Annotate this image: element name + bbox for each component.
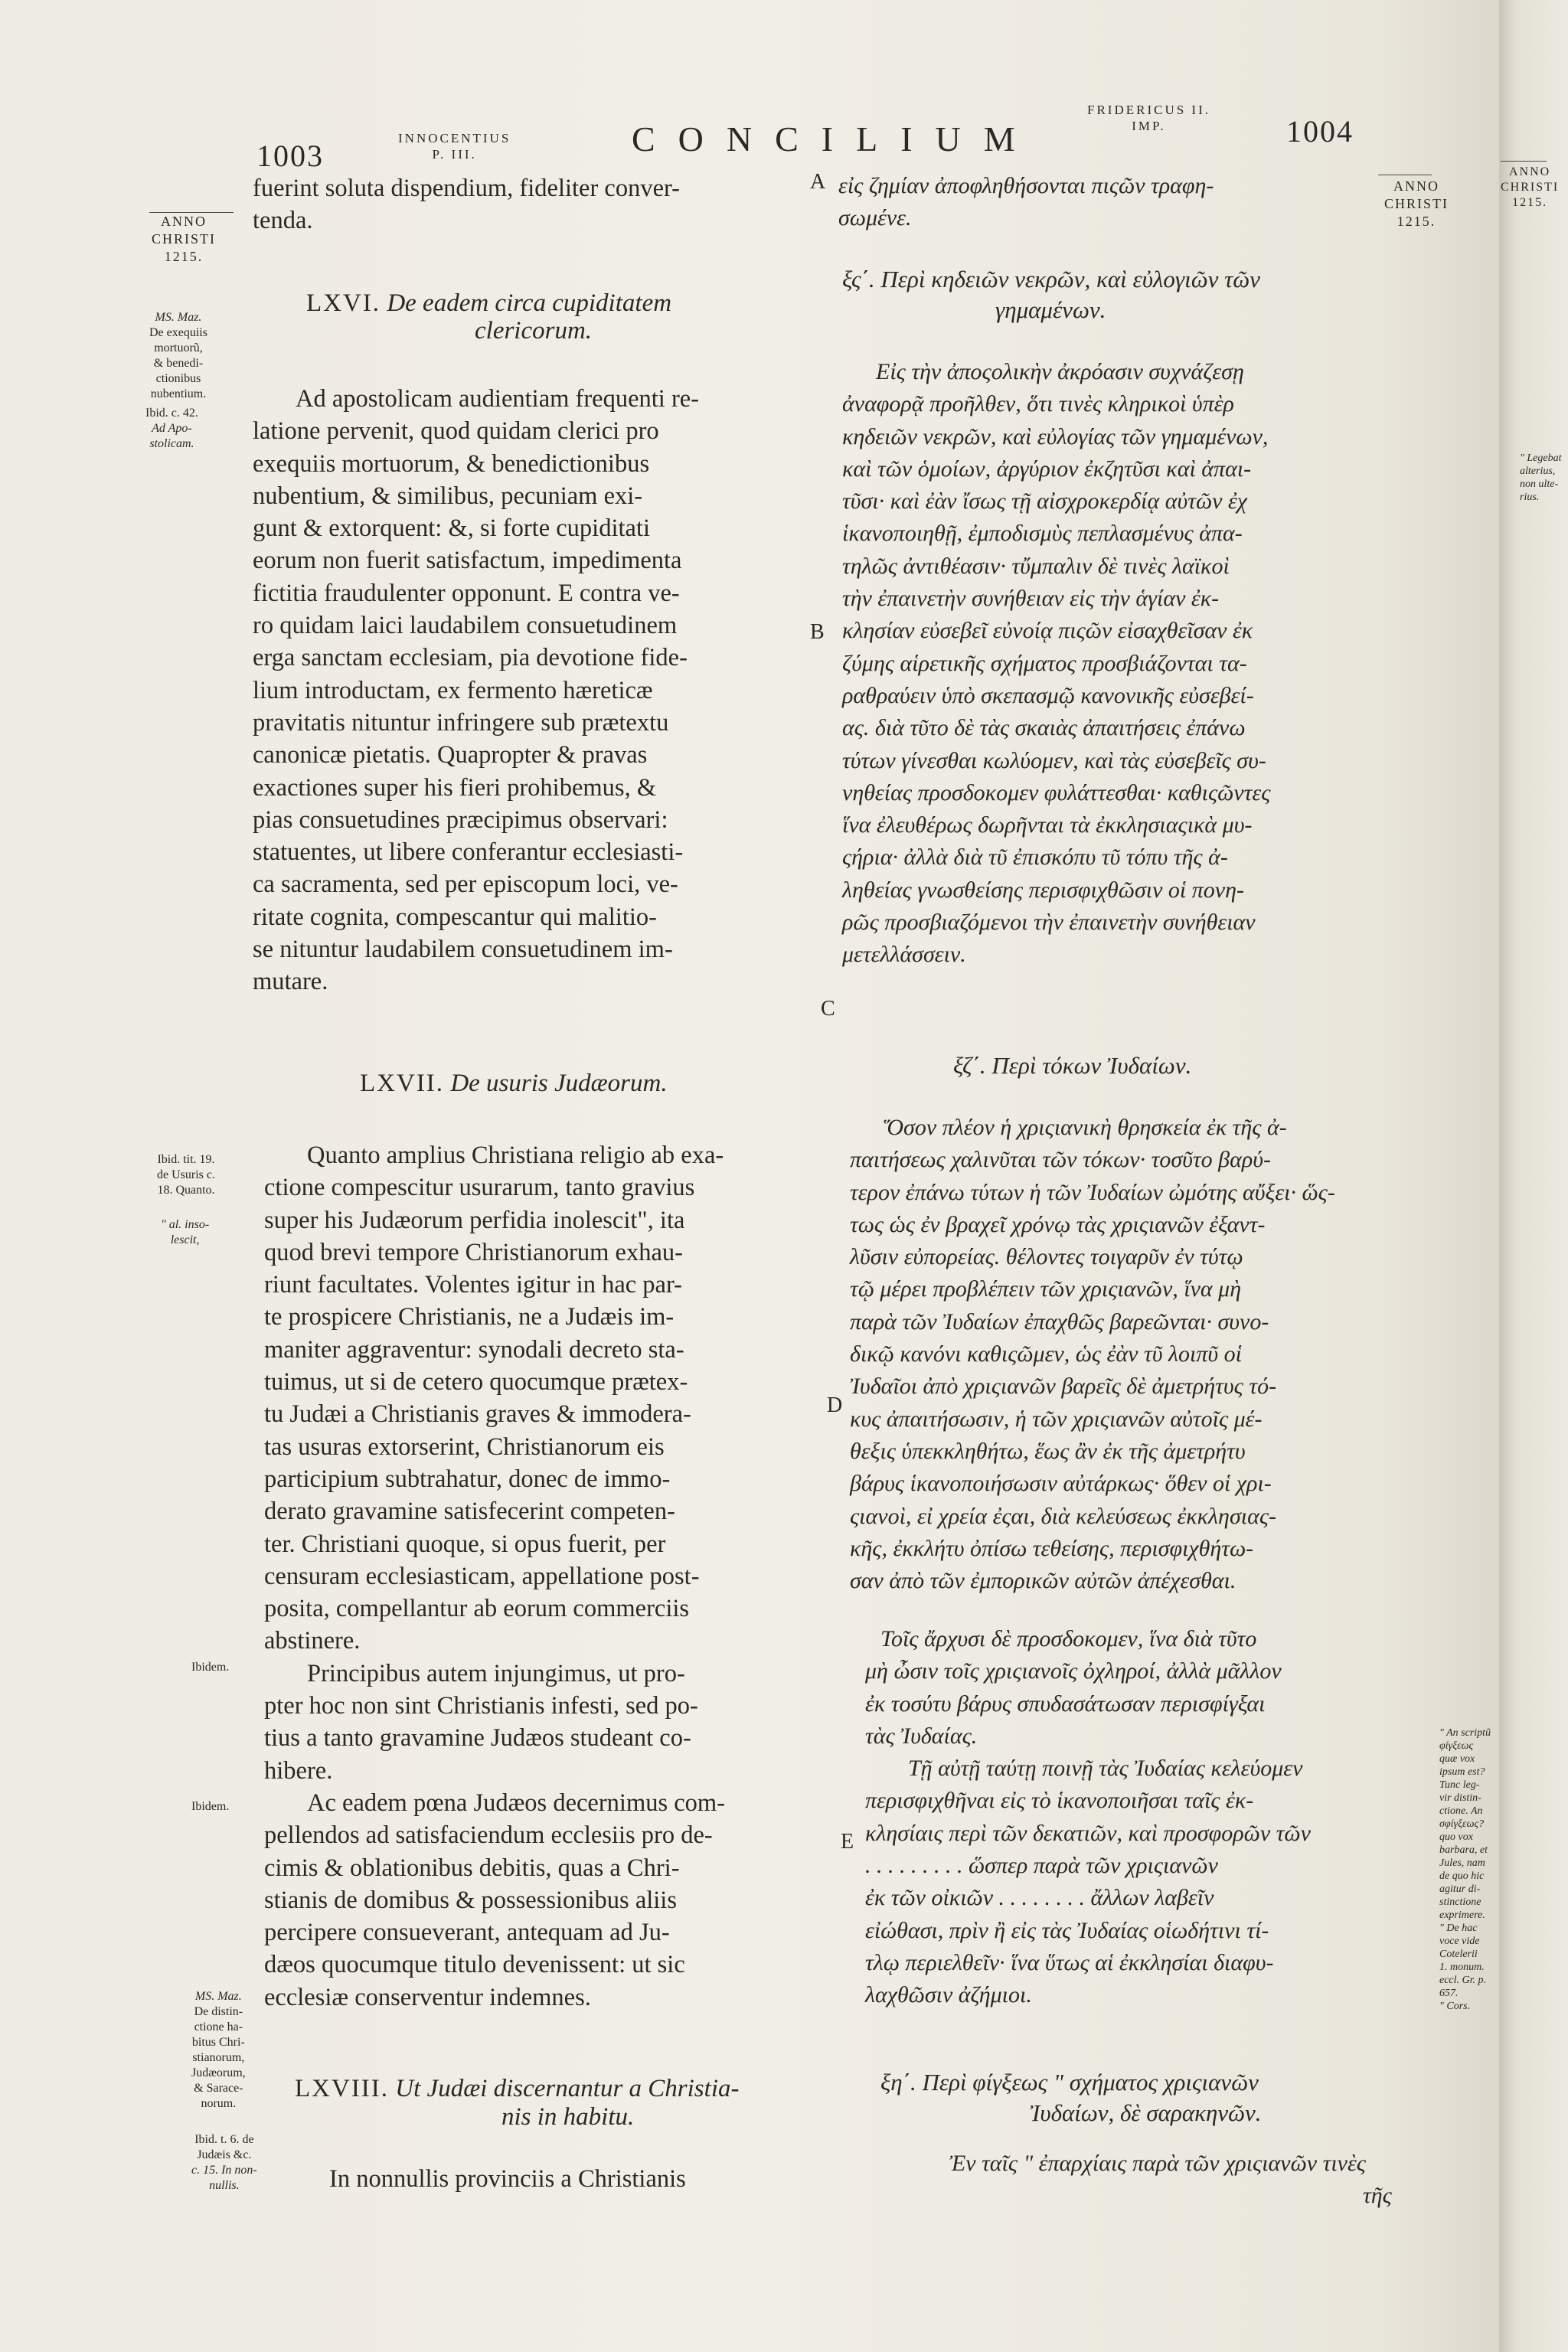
text-line: maniter aggraventur: synodali decreto sta- [264,1335,684,1364]
adjacent-page-edge [1499,0,1568,2352]
greek-chapter-68-heading: ξη΄. Περὶ φίγξεως " σχήματος χριςιανῶν [880,2069,1259,2096]
text-line: percipere consueverant, antequam ad Ju- [264,1919,670,1947]
margin-note-ibid3: Ibid. t. 6. de Judæis &c. c. 15. In non- nullis. [191,2133,257,2192]
text-line: μετελλάσσειν. [842,942,966,968]
year-box-edge: ANNO CHRISTI 1215. [1501,165,1560,209]
text-line: κυς ἀπαιτήσωσιν, ἡ τῶν χριςιανῶν αὐτοῖς μέ- [850,1406,1263,1432]
margin-note-ibidem1: Ibidem. [191,1661,230,1674]
text-line: βάρυς ἱκανοποιήσωσιν αὐτάρκως· ὅθεν οἱ χρι- [850,1471,1272,1497]
text-line: exactiones super his fieri prohibemus, & [253,773,657,802]
text-line: ας. διὰ τῦτο δὲ τὰς σκαιὰς ἀπαιτήσεις ἐπάνω [842,715,1246,741]
chapter-66-text [253,383,804,998]
margin-note-ibidem2: Ibidem. [191,1800,230,1813]
text-line: ter. Christiani quoque, si opus fuerit, per [264,1530,666,1558]
left-page-number: 1003 [256,139,324,173]
text-line: τὰς Ἰυδαίας. [865,1723,978,1749]
greek-chapter-66-heading-2: γημαμένων. [995,296,1106,323]
margin-note-ibid2: Ibid. tit. 19. de Usuris c. 18. Quanto. [157,1153,215,1197]
text-line: statuentes, ut libere conferantur ecclesiasti- [253,838,684,867]
text-line: Ac eadem pœna Judæos decernimus com- [307,1788,726,1817]
text-line: quod brevi tempore Christianorum exhau- [264,1238,683,1266]
text-line: tuimus, ut si de cetero quocumque prætex- [264,1368,688,1396]
text-line: σωμένε. [838,205,912,231]
text-line: ἵνα ἐλευθέρως δωρῆνται τὰ ἐκκλησιαςικὰ μυ- [842,812,1253,838]
text-line: riunt facultates. Volentes igitur in hac par- [264,1271,682,1299]
text-line: ca sacramenta, sed per episcopum loci, ve- [253,871,678,899]
greek-chapter-68-text [949,2148,1439,2213]
text-line: περισφιχθῆναι εἰς τὸ ἱκανοποιῆσαι ταῖς ἐκ- [865,1788,1254,1814]
text-line: super his Judæorum perfidia inolescit", ita [264,1206,685,1234]
text-line: νηθείας προσδοκομεν φυλάττεσθαι· καθιςῶντες [842,779,1271,805]
year-box-left: ANNO CHRISTI 1215. [152,214,217,264]
greek-chapter-67-text [850,1112,1432,1597]
greek-chapter-66-heading: ξς΄. Περὶ κηδειῶν νεκρῶν, καὶ εὐλογιῶν τῶν [842,266,1260,292]
text-line: ληθείας γνωσθείσης περισφιχθῶσιν οἱ πονη- [842,877,1244,903]
text-line: te prospicere Christianis, ne a Judæis im- [264,1303,675,1331]
greek-column [838,170,1420,235]
text-line: erga sanctam ecclesiam, pia devotione fide- [253,644,688,672]
chapter-68-heading: LXVIII. Ut Judæi discernantur a Christia- [295,2075,740,2102]
text-line: ecclesiæ conserventur indemnes. [264,1983,591,2011]
text-line: ραθραύειν ὑπὸ σκεπασμῷ κανονικῆς εὐσεβεί- [842,682,1254,708]
text-line: καὶ τῶν ὁμοίων, ἀργύριον ἐκζητῦσι καὶ ἀπαι- [842,456,1252,482]
text-line: . . . . . . . . . ὥσπερ παρὰ τῶν χριςιανῶν [865,1853,1218,1879]
text-line: latione pervenit, quod quidam clerici pro [253,417,659,446]
text-line: posita, compellantur ab eorum commerciis [264,1595,690,1623]
text-line: tu Judæi a Christianis graves & immodera- [264,1400,691,1429]
text-line: κλησίαις περὶ τῶν δεκατιῶν, καὶ προσφορῶν τῶν [865,1820,1311,1846]
text-line: nubentium, & similibus, pecuniam exi- [253,482,643,510]
text-line: τῆς [1363,2183,1392,2209]
text-line: τῦσι· καὶ ἐὰν ἴσως τῇ αἰσχροκερδίᾳ αὐτῶν ἐχ [842,488,1247,514]
text-line: κηδειῶν νεκρῶν, καὶ εὐλογίας τῶν γημαμένων, [842,423,1269,449]
text-line: canonicæ pietatis. Quapropter & pravas [253,741,648,769]
text-line: Τοῖς ἄρχυσι δὲ προσδοκομεν, ἵνα διὰ τῦτο [880,1626,1257,1651]
section-letter-c: C [821,997,835,1021]
right-page-number: 1004 [1286,114,1354,149]
greek-chapter-67-heading: ξζ΄. Περὶ τόκων Ἰυδαίων. [953,1052,1192,1079]
text-line: censuram ecclesiasticam, appellatione post- [264,1562,700,1590]
text-line: ςιανοὶ, εἰ χρεία ἐςαι, διὰ κελεύσεως ἐκκλησιας- [850,1503,1276,1529]
text-line: τηλῶς ἀντιθέασιν· τὔμπαλιν δὲ τινὲς λαϊκοὶ [842,553,1230,579]
text-line: ζύμης αἱρετικῆς σχήματος προσβιάζονται τα- [842,650,1247,676]
greek-chapter-67-text-2 [865,1623,1432,2012]
margin-note-ms2: MS. Maz. De distin- ctione ha- bitus Chri- stianorum, Judæorum, & Sarace- norum. [191,1990,246,2110]
text-line: τλῳ περιελθεῖν· ἵνα ὕτως αἱ ἐκκλησίαι διαφυ- [865,1949,1274,1975]
text-line: Ἰυδαῖοι ἀπὸ χριςιανῶν βαρεῖς δὲ ἀμετρήτυς τό- [850,1374,1277,1400]
text-line: σαν ἀπὸ τῶν ἐμπορικῶν αὐτῶν ἀπέχεσθαι. [850,1568,1236,1594]
text-line: παρὰ τῶν Ἰυδαίων ἐπαχθῶς βαρεῶνται· συνο- [850,1308,1269,1334]
section-letter-a: A [810,170,826,194]
text-line: tenda. [253,207,313,235]
greek-chapter-68-heading-2: Ἰυδαίων, δὲ σαρακηνῶν. [1030,2099,1262,2126]
text-line: ἐκ τῶν οἰκιῶν . . . . . . . . ἄλλων λαβεῖν [865,1885,1214,1911]
text-line: mutare. [253,968,328,996]
text-line: In nonnullis provinciis a Christianis [329,2165,686,2193]
text-line: Ἐν ταῖς " ἐπαρχίαις παρὰ τῶν χριςιανῶν τινὲς [949,2151,1366,2176]
chapter-68-heading-2: nis in habitu. [501,2103,635,2131]
text-line: τύτων γίνεσθαι κωλύομεν, καὶ τὰς εὐσεβεῖς συ- [842,747,1266,773]
section-letter-d: D [827,1393,843,1417]
year-box-rule [149,212,234,213]
text-line: ἱκανοποιηθῇ, ἐμποδισμὺς πεπλασμένυς ἀπα- [842,521,1243,547]
text-line: pias consuetudines præcipimus observari: [253,805,668,834]
section-letter-e: E [841,1830,854,1854]
text-line: Τῇ αὐτῇ ταύτῃ ποινῇ τὰς Ἰυδαίας κελεύομεν [908,1756,1303,1782]
chapter-66-heading: LXVI. De eadem circa cupiditatem [306,289,672,317]
text-line: τως ὡς ἐν βραχεῖ χρόνῳ τὰς χριςιανῶν ἐξαντ- [850,1211,1266,1237]
text-line: se nituntur laudabilem consuetudinem im- [253,936,673,964]
text-line: ςήρια· ἀλλὰ διὰ τῦ ἐπισκόπυ τῦ τόπυ τῆς ἀ- [842,844,1228,871]
text-line: Quanto amplius Christiana religio ab exa- [307,1142,724,1169]
text-line: Ad apostolicam audientiam frequenti re- [296,385,700,413]
text-line: tius a tanto gravamine Judæos studeant co- [264,1724,691,1753]
text-line: eorum non fuerit satisfactum, impedimenta [253,547,682,575]
right-margin-note-legebat: " Legebat alterius, non ulte- rius. [1520,452,1562,503]
chapter-67-text [264,1139,815,2014]
chapter-66-heading-2: clericorum. [475,317,593,345]
left-running-name: INNOCENTIUS P. III. [398,131,511,162]
text-line: tas usuras extorserint, Christianorum eis [264,1432,665,1461]
section-letter-b: B [810,620,825,644]
year-box-right: ANNO CHRISTI 1215. [1384,178,1449,229]
text-line: pellendos ad satisfaciendum ecclesiis pro de- [264,1821,713,1850]
text-line: pter hoc non sint Christianis infesti, sed po- [264,1692,698,1720]
text-line: εἰς ζημίαν ἀποφληθήσονται πιςῶν τραφη- [838,173,1214,198]
text-line: ἐκ τοσύτυ βάρυς σπυδασάτωσαν περισφίγξαι [865,1690,1266,1717]
text-line: pravitatis nituntur infringere sub prætextu [253,708,669,737]
text-line: derato gravamine satisfecerint competen- [264,1498,675,1526]
text-line: εἰώθασι, πρὶν ἢ εἰς τὰς Ἰυδαίας οἱωδήτινι τί- [865,1917,1269,1943]
text-line: dæos quocumque titulo devenissent: ut sic [264,1951,685,1979]
text-line: Principibus autem injungimus, ut pro- [307,1659,685,1687]
right-running-name: FRIDERICUS II. IMP. [1087,103,1211,133]
text-line: stianis de domibus & possessionibus aliis [264,1886,677,1914]
text-line: cimis & oblationibus debitis, quas a Chri- [264,1854,680,1882]
text-line: Εἰς τὴν ἀποςολικὴν ἀκρόασιν συχνάζεσῃ [876,359,1244,384]
margin-note-al: " al. inso- lescit, [161,1218,210,1246]
latin-column [253,172,804,237]
text-line: ἀναφορᾷ προῆλθεν, ὅτι τινὲς κληρικοὶ ὑπὲρ [842,391,1234,417]
text-line: κλησίαν εὐσεβεῖ εὐνοίᾳ πιςῶν εἰσαχθεῖσαν ἐκ [842,618,1253,644]
text-line: ro quidam laici laudabilem consuetudinem [253,612,678,640]
text-line: abstinere. [264,1627,361,1655]
text-line: gunt & extorquent: &, si forte cupiditati [253,514,651,543]
edge-header-rule [1501,161,1547,162]
text-line: παιτήσεως χαλινῦται τῶν τόκων· τοσῦτο βαρύ- [850,1147,1272,1173]
text-line: τερον ἐπάνω τύτων ἡ τῶν Ἰυδαίων ὠμότης αὔξει· ὥς- [850,1179,1335,1205]
right-margin-note-2: " An scriptũ φίγξεως quæ vox ipsum est? Tunc leg- vir distin- ctione. An σφίγξεως? quo vox barbara, et Jules, nam de quo hic agitur di- stinctione exprimere. " De hac voce vide Cotelerii 1. monum. eccl. Gr. p. 657. " Cors. [1439,1727,1491,2012]
chapter-67-heading: LXVII. De usuris Judæorum. [360,1070,668,1097]
text-line: τὴν ἐπαινετὴν συνήθειαν εἰς τὴν ἁγίαν ἐκ- [842,586,1220,612]
text-line: ritate cognita, compescantur qui malitio- [253,903,657,931]
margin-note-ms1: MS. Maz. De exequiis mortuorũ, & benedi- ctionibus nubentium. [149,311,207,400]
text-line: θεξις ὑπεκκληθήτω, ἕως ἂν ἐκ τῆς ἀμετρήτυ [850,1438,1246,1464]
text-line: exequiis mortuorum, & benedictionibus [253,449,650,478]
text-line: hibere. [264,1756,333,1785]
text-line: ρῶς προσβιαζόμενοι τὴν ἐπαινετὴν συνήθειαν [842,910,1256,936]
text-line: fuerint soluta dispendium, fideliter conver- [253,175,681,202]
text-line: μὴ ὦσιν τοῖς χριςιανοῖς ὀχληροί, ἀλλὰ μᾶλλον [865,1658,1282,1684]
margin-note-ibid1: Ibid. c. 42. Ad Apo- stolicam. [145,407,198,450]
text-line: λῦσιν εὐπορείας. θέλοντες τοιγαρῦν ἐν τύτῳ [850,1244,1243,1270]
greek-chapter-66-text [842,356,1424,972]
text-line: τῷ μέρει προβλέπειν τῶν χριςιανῶν, ἵνα μὴ [850,1276,1242,1302]
text-line: lium introductam, ex fermento hæreticæ [253,676,653,704]
text-line: δικῷ κανόνι καθιςῶμεν, ὡς ἐὰν τῦ λοιπῦ οἱ [850,1341,1242,1367]
text-line: ctione compescitur usurarum, tanto gravius [264,1174,695,1202]
page-title: CONCILIUM [632,119,1038,158]
text-line: κῆς, ἐκκλήτυ ὀπίσω τεθείσης, περισφιχθήτω- [850,1535,1254,1561]
text-line: Ὅσον πλέον ἡ χριςιανικὴ θρησκεία ἐκ τῆς ἀ- [884,1115,1287,1140]
text-line: fictitia fraudulenter opponunt. E contra ve- [253,579,680,607]
text-line: participium subtrahatur, donec de immo- [264,1465,671,1493]
text-line: λαχθῶσιν ἀζήμιοι. [865,1982,1032,2008]
chapter-68-text [329,2163,850,2195]
